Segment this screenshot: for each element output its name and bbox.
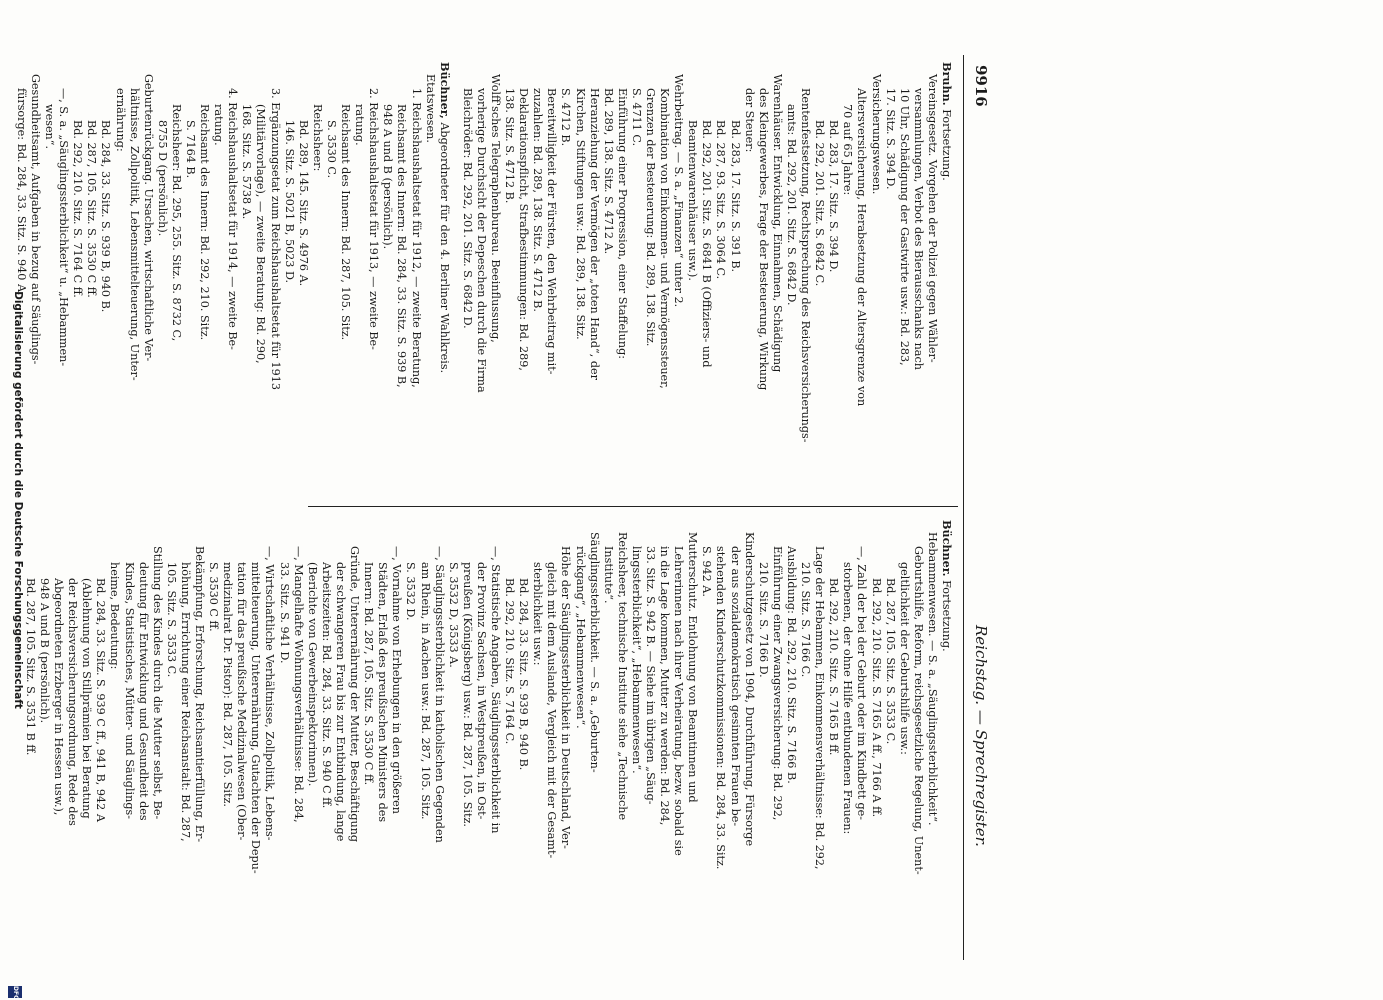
entry-line: fürsorge: Bd. 284, 33. Sitz. S. 940 A. [14,88,28,296]
entry-line: Kirchen, Stiftungen usw.: Bd. 289, 138. Sitz. [573,88,587,340]
entry-line: geltlichkeit der Geburtshilfe usw.: [897,562,911,755]
entry-line: Bereitwilligkeit der Fürsten, den Wehrbeitrag mit- [545,88,559,375]
entry-line: Vereinsgesetz. Vorgehen der Polizei gegen Wähler- [925,74,939,363]
entry-line: höhung, Errichtung einer Reichsanstalt: Bd. 287, [178,562,192,842]
entry-line: Wolff'sches Telegraphenbureau. Beeinflussung, [489,74,502,343]
entry-line: Stillung des Kindes durch die Mutter selbst, Be- [150,546,164,820]
entry-line: Ausbildung: Bd. 292, 210. Sitz. S. 7166 B. [784,546,798,784]
entry-line: Warenhäuser. Entwicklung, Einnahmen, Schädigung [770,74,784,373]
entry-line: (Militärvorlage), — zweite Beratung: Bd. 290, [254,104,268,364]
entry-line: (Berichte von Gewerbeinspektorinnen). [305,562,319,787]
entry-line: tation für das preußische Medizinalwesen (Ober- [235,562,249,841]
entry-line: Kindes, Statistisches, Mütter- und Säuglings- [122,562,136,820]
column-divider [308,506,958,507]
entry-line: Heranziehung der Vermögen der „toten Hand“, der [587,88,601,380]
entry-line: stehenden Kinderschutzkommissionen: Bd. 284, 33. Sitz. [714,546,728,870]
entry-line: amts: Bd. 292, 201. Sitz. S. 6842 D. [784,104,798,306]
running-title: Reichstag. — Sprechregister. [972,625,990,847]
entry-line: Bekämpfung, Erforschung, Reichsamtierfüllung, Er- [193,546,207,843]
entry-line: Bd. 292, 201. Sitz. S. 6842 C. [813,120,827,287]
entry-line: Kinderschutzgesetz von 1904, Durchführung, Fürsorge [742,532,756,847]
entry-line: Hebammenwesen. — S. a. „Säuglingssterblichkeit“. [925,532,939,826]
entry-line: in die Lage kommen, Mutter zu werden: Bd. 284, [658,546,672,826]
entry-line: storbenen, der ohne Hilfe entbundenen Frauen: [841,562,855,835]
left-column [14,62,954,502]
entry-line: Geburtshilfe, Reform, reichsgesetzliche Regelung, Unent- [911,546,925,875]
entry-line: Bd. 287, 93. Sitz. S. 3064 C. [714,120,728,280]
entry-line: Geburtenrückgang. Ursachen, wirtschaftliche Ver- [141,74,155,362]
entry-line: Wehrbeitrag. — S. a. „Finanzen“ unter 2. [672,74,686,308]
entry-line: Arbeitszeiten: Bd. 284, 33. Sitz. S. 940 C ff. [319,562,333,809]
entry-line: —, Zahl der bei der Geburt oder im Kindbett ge- [855,546,869,821]
entry-line: Reichsamt des Innern: Bd. 292, 210. Sitz. [198,104,212,341]
entry-line: am Rhein, in Aachen usw.: Bd. 287, 105. Sitz. [418,562,432,820]
entry-line: S. 7164 B. [184,120,198,179]
entry-line: 210. Sitz. S. 7166 C. [799,562,813,678]
entry-line: Reichsamt des Innern: Bd. 284, 33. Sitz. S. 939 B, [395,104,409,388]
entry-line: —, Säuglingssterblichkeit in katholischen Gegenden [432,546,446,843]
entry-line: Bd. 292, 210. Sitz. S. 7165 B ff. [827,578,841,756]
entry-line: 210. Sitz. S. 7166 D. [756,562,770,678]
entry-line: Bd. 292, 210. Sitz. S. 7164 C. [503,578,517,745]
entry-line: Altersversicherung, Herabsetzung der Altersgrenze von [855,88,869,407]
entry-line: Mutterschutz. Entlohnung von Beamtinnen und [686,532,700,803]
entry-line: Reichsheer: [310,104,324,172]
entry-line: Institute“. [601,546,615,604]
entry-line: 105. Sitz. S. 3533 C. [164,562,178,678]
entry-line: der Reichsversicherungsordnung, Rede des [66,578,80,826]
entry-line: S. 4711 C. [629,88,643,147]
entry-line: Grenzen der Besteuerung: Bd. 289, 138. Sitz. [644,88,658,347]
entry-line: 948 A und B (persönlich). [381,104,395,250]
entry-line: Einführung einer Progression, einer Staffelung: [615,88,629,360]
entry-line: 8755 D (persönlich). [155,120,169,237]
entry-line: 146. Sitz. S. 5021 B, 5023 D. [282,120,296,284]
entry-line: Bd. 284, 33. Sitz. S. 939 C ff., 941 B, 942 A [94,578,108,822]
entry-line: Beamtenwarenhäuser usw.). [686,120,700,281]
header-rule [963,55,964,960]
entry-heading: Bruhn. Fortsetzung. [940,62,954,181]
entry-line: gleich mit dem Auslande, Vergleich mit der Gesamt- [545,562,559,859]
entry-line: —, Vornahme von Erhebungen in den größeren [390,546,404,814]
entry-line: 3. Ergänzungsetat zum Reichshaushaltsetat für 1913 [268,88,282,390]
entry-line: Bd. 284, 33. Sitz. S. 939 B, 940 B. [99,120,113,313]
entry-line: 168. Sitz. S. 5738 A. [240,104,254,220]
entry-line: wesen“. [43,104,57,150]
entry-line: —, Statistische Angaben, Säuglingssterblichkeit in [489,546,502,834]
entry-line: S. 942 A. [700,546,714,597]
entry-line: medizinalrat Dr. Pistor): Bd. 287, 105. Sitz. [221,562,235,807]
entry-line: mittelteuerung, Unterernährung, Gutachten der Depu- [249,562,263,874]
entry-line: der aus sozialdemokratisch gesinnten Frauen be- [728,546,742,827]
digitization-credit: Digitalisierung gefördert durch die Deutsche Forschungsgemeinschaft [12,291,24,709]
entry-line: Städten, Erlaß des preußischen Ministers des [376,562,390,823]
entry-heading: Büchner, Abgeordneter für den 4. Berliner Wahlkreis. [437,62,452,374]
entry-line: lingssterblichkeit“, „Hebammenwesen“. [629,546,643,774]
entry-line: Reichsheer: Bd. 295, 255. Sitz. S. 8732 C, [169,104,183,342]
entry-line: Bd. 283, 17. Sitz. S. 394 D. [827,120,841,273]
entry-line: 17. Sitz. S. 394 D. [883,88,897,190]
entry-line: S. 3530 C ff. [207,562,221,632]
page-header [964,55,990,955]
entry-line: der Provinz Sachsen, in Westpreußen, in Ost- [474,562,488,820]
entry-line: ratung. [353,104,367,146]
entry-line: 948 A und B (persönlich). [38,578,51,724]
entry-line: 33. Sitz. S. 942 B. — Siehe im übrigen „Säug- [644,546,658,805]
entry-line: der Steuer: [742,88,756,153]
entry-line: 1. Reichshaushaltsetat für 1912, — zweite Beratung, [409,88,423,388]
entry-line: 33. Sitz. S. 941 D. [277,562,291,664]
entry-line: 10 Uhr, Schädigung der Gastwirte usw.: Bd. 283, [897,88,911,366]
entry-line: Etatswesen. [423,74,437,143]
entry-line: Gründe, Unterernährung der Mutter, Beschäftigung [348,546,362,843]
entry-line: 4. Reichshaushaltsetat für 1914, — zweite Be- [226,88,240,350]
entry-heading: Büchner. Fortsetzung. [940,520,954,652]
entry-line: Kombination von Einkommen- und Vermögenssteuer, [658,88,672,389]
entry-line: ratung. [212,104,226,146]
entry-line: —, Mangelhafte Wohnungsverhältnisse: Bd. 284, [291,546,305,823]
entry-line: sterblichkeit usw.: [531,562,545,666]
entry-line: Bd. 284, 33. Sitz. S. 939 B, 940 B. [517,578,531,771]
entry-line: des Kleingewerbes, Frage der Besteuerung, Wirkung [756,88,770,391]
entry-line: Einführung einer Zwangsversicherung: Bd. 292, [770,546,784,821]
entry-line: Gesundheitsamt, Aufgaben in bezug auf Säuglings- [29,74,42,365]
entry-line: zuzahlen: Bd. 289, 138. Sitz. S. 4712 B. [531,88,545,312]
entry-line: Reichsamt des Innern: Bd. 287, 105. Sitz. [339,104,353,341]
entry-line: ernährung: [113,88,127,152]
entry-line: Bd. 292, 201. Sitz. S. 6841 B (Offiziers- und [700,120,714,368]
entry-line: Säuglingssterblichkeit. — S. a. „Geburten- [587,532,601,773]
entry-line: Bd. 289, 145. Sitz. S. 4976 A. [296,120,310,287]
entry-line: Höhe der Säuglingssterblichkeit in Deutschland, Ver- [559,546,573,849]
entry-line [452,62,460,502]
dfg-logo: DFG [8,986,22,998]
credit-strip [0,0,24,1000]
entry-line: Bd. 287, 105. Sitz. S. 3531 B ff. [23,578,37,756]
entry-line: Bd. 292, 210. Sitz. S. 7164 C ff. [71,120,85,298]
entry-line: Reichsheer, technische Institute siehe „Technische [615,532,629,821]
entry-line: —, S. a. „Säuglingssterblichkeit“ u. „Hebammen- [57,88,71,367]
entry-line: 2. Reichshaushaltsetat für 1913, — zweite Be- [367,88,381,350]
entry-line: preußen (Königsberg) usw.: Bd. 287, 105. Sitz. [460,562,474,827]
entry-line: heime, Bedeutung: [108,562,122,670]
entry-line: (Ablehnung von Stillprämien bei Beratung [80,578,94,819]
entry-line: Deklarationspflicht, Strafbestimmungen: Bd. 289, [517,88,531,371]
entry-line: 70 auf 65 Jahre: [841,104,855,196]
entry-line: S. 4712 B. [559,88,573,147]
entry-line: hältnisse, Zollpolitik, Lebensmittelteuerung, Unter- [127,88,141,381]
entry-line: versammlungen, Verbot des Bierausschanks nach [911,88,925,370]
entry-line: Bd. 283, 17. Sitz. S. 391 B. [728,120,742,273]
entry-line: Versicherungswesen. [869,74,883,195]
entry-line: Bd. 292, 210. Sitz. S. 7165 A ff., 7166 A ff. [869,578,883,818]
entry-line: —, Wirtschaftliche Verhältnisse, Zollpolitik, Lebens- [263,546,277,841]
entry-line: Bd. 287, 105. Sitz. S. 3533 C. [883,578,897,745]
entry-line: rückgang“, „Hebammenwesen“. [573,546,587,729]
page-number: 9916 [972,65,990,107]
entry-line: Bd. 289, 138. Sitz. S. 4712 A. [601,88,615,255]
entry-line: Bleichröder: Bd. 292, 201. Sitz. S. 6842 D. [460,88,474,329]
entry-line: Abgeordneten Erzberger in Hessen usw.), [52,578,66,816]
right-column [23,520,954,960]
entry-line: S. 3530 C. [324,120,338,179]
entry-line: 138. Sitz. S. 4712 B. [503,88,517,204]
entry-line: deutung für Entwicklung und Gesundheit des [136,562,150,821]
entry-line: Lehrerinnen nach ihrer Verheiratung, bezw. sobald sie [672,546,686,856]
entry-line: Innern: Bd. 287, 105. Sitz. S. 3530 C ff. [362,562,376,786]
entry-line: Lage der Hebammen, Einkommensverhältnisse: Bd. 292, [813,546,827,870]
entry-line: vorherige Durchsicht der Depeschen durch die Firma [474,88,488,393]
entry-line: S. 3532 D. [404,562,418,621]
entry-line: der schwangeren Frau bis zur Entbindung, lange [333,562,347,842]
entry-line: Rentenfestsetzung, Rechtsprechung des Reichsversicherungs- [799,88,813,443]
entry-line: Bd. 287, 105. Sitz. S. 3530 C ff. [85,120,99,298]
entry-line: S. 3532 D, 3533 A. [446,562,460,668]
